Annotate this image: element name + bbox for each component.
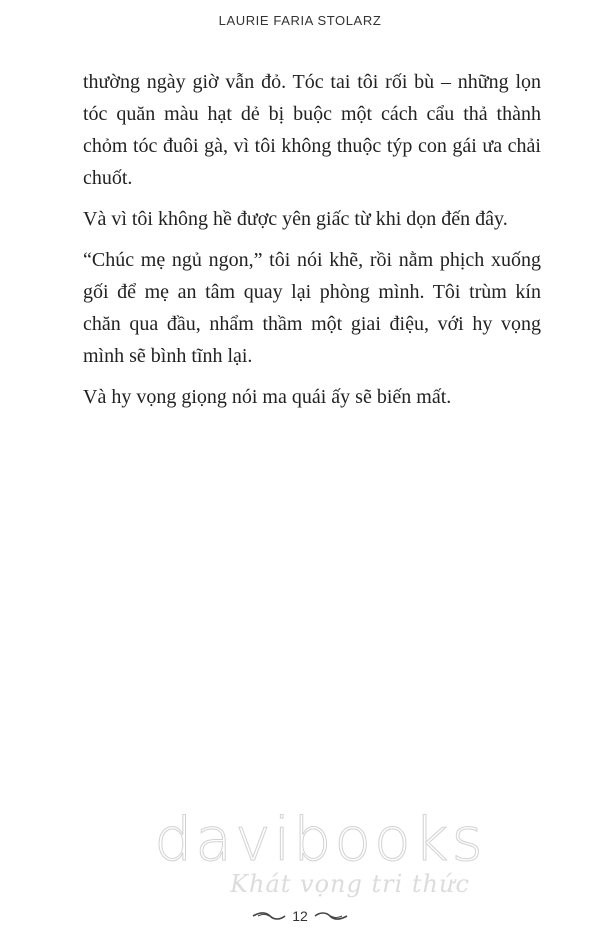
watermark-brand: davibooks bbox=[154, 805, 486, 875]
running-header: LAURIE FARIA STOLARZ bbox=[218, 13, 382, 28]
flourish-right-icon bbox=[314, 911, 348, 921]
paragraph: Và hy vọng giọng nói ma quái ấy sẽ biến mất. bbox=[83, 386, 452, 408]
watermark bbox=[0, 805, 600, 898]
page-footer bbox=[0, 908, 600, 924]
watermark-tagline: Khát vọng tri thức bbox=[230, 870, 470, 898]
paragraph: “Chúc mẹ ngủ ngon,” tôi nói khẽ, rồi nằm phịch xuống gối để mẹ an tâm quay lại phòng mình. Tôi trùm kín chăn qua đầu, nhẩm thầm một giai điệu, với hy vọng mình sẽ bình tĩnh lại. bbox=[83, 249, 541, 367]
paragraph: thường ngày giờ vẫn đỏ. Tóc tai tôi rối bù – những lọn tóc quăn màu hạt dẻ bị buộc một cách cẩu thả thành chỏm tóc đuôi gà, vì tôi không thuộc týp con gái ưa chải chuốt. bbox=[83, 71, 541, 189]
page-number: 12 bbox=[292, 908, 308, 924]
paragraph: Và vì tôi không hề được yên giấc từ khi dọn đến đây. bbox=[83, 208, 508, 230]
flourish-left-icon bbox=[252, 911, 286, 921]
body-text bbox=[83, 66, 541, 422]
